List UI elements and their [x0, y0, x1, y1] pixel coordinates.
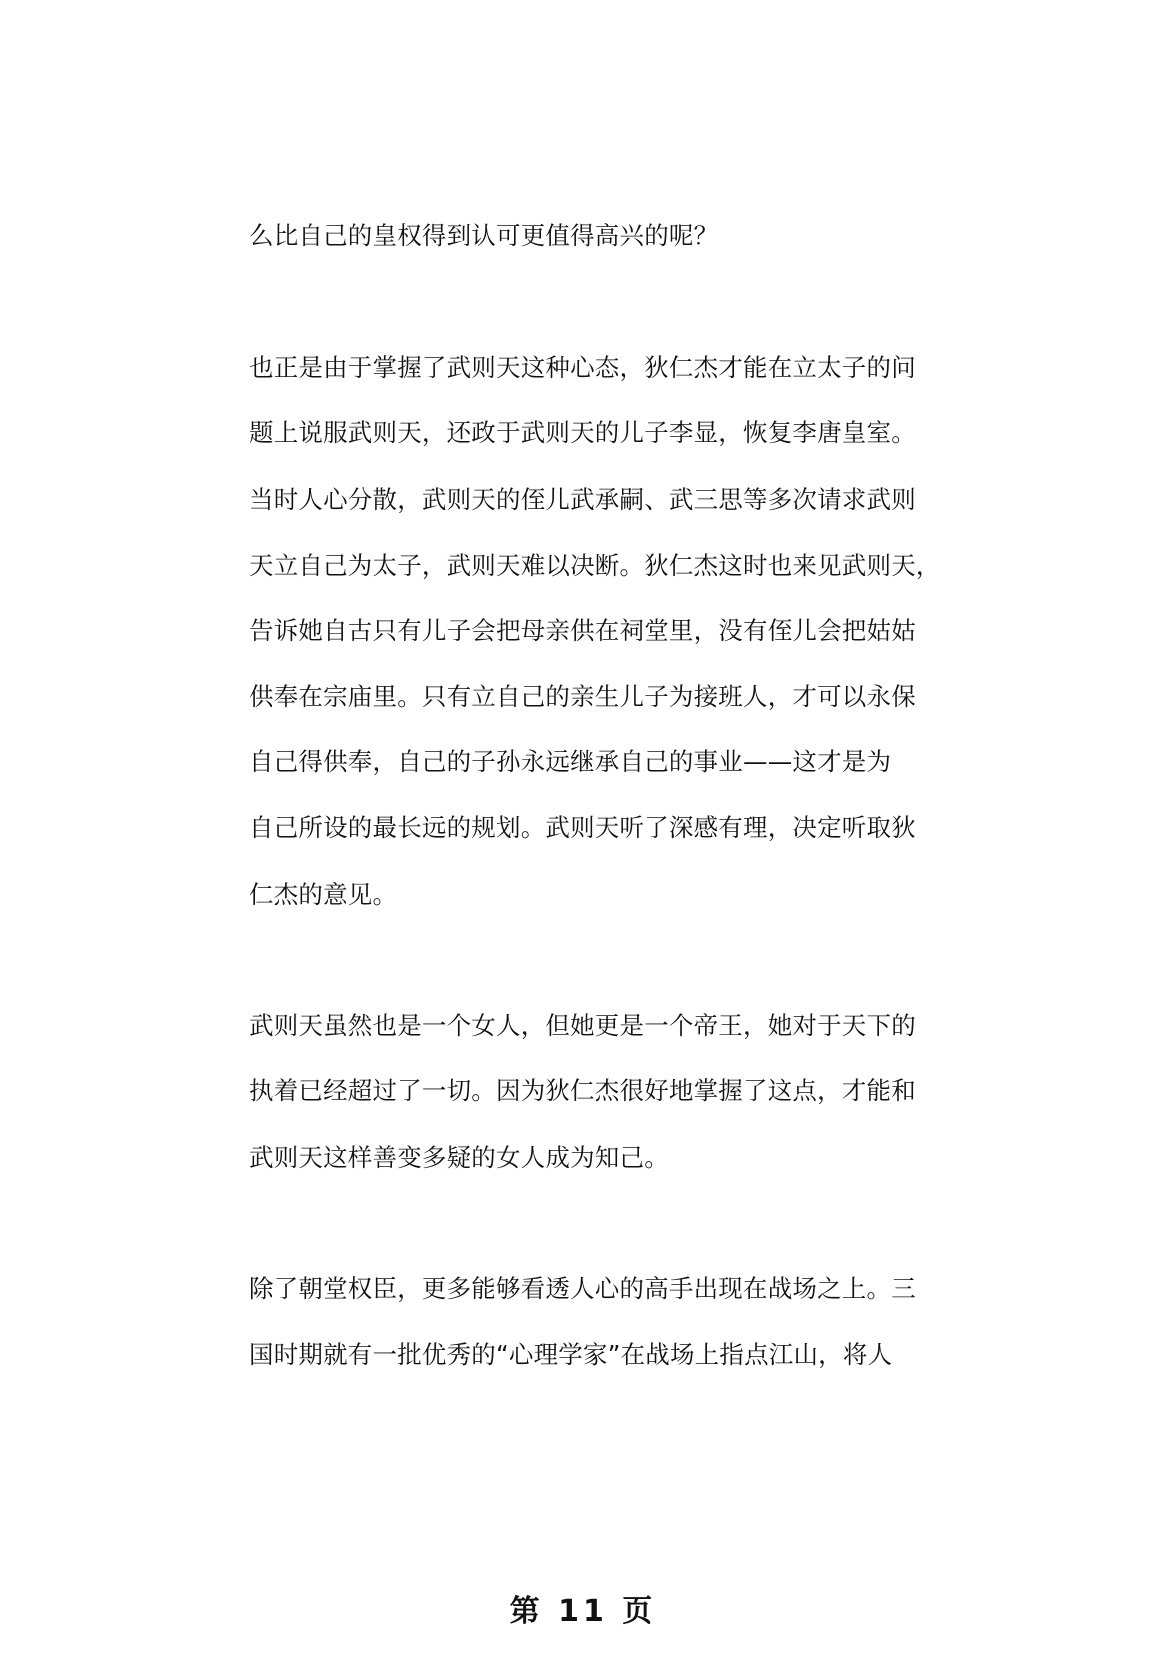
text-line: 也正是由于掌握了武则天这种心态，狄仁杰才能在立太子的问	[249, 353, 916, 382]
text-line: 自己所设的最长远的规划。武则天听了深感有理，决定听取狄	[249, 813, 916, 842]
text-line: 除了朝堂权臣，更多能够看透人心的高手出现在战场之上。三	[249, 1274, 916, 1303]
text-line: 武则天虽然也是一个女人，但她更是一个帝王，她对于天下的	[249, 1011, 916, 1040]
text-line: 告诉她自古只有儿子会把母亲供在祠堂里，没有侄儿会把姑姑	[249, 616, 916, 645]
text-line: 题上说服武则天，还政于武则天的儿子李显，恢复李唐皇室。	[249, 418, 916, 447]
page-number: 第 11 页	[509, 1594, 657, 1629]
text-line: 天立自己为太子，武则天难以决断。狄仁杰这时也来见武则天，	[249, 551, 941, 580]
text-line: 当时人心分散，武则天的侄儿武承嗣、武三思等多次请求武则	[249, 485, 916, 514]
text-line: 武则天这样善变多疑的女人成为知己。	[249, 1143, 669, 1172]
text-line: 自己得供奉，自己的子孙永远继承自己的事业——这才是为	[249, 747, 892, 776]
text-line: 供奉在宗庙里。只有立自己的亲生儿子为接班人，才可以永保	[249, 682, 916, 711]
text-line: 国时期就有一批优秀的“心理学家”在战场上指点江山，将人	[249, 1340, 893, 1369]
text-line: 执着已经超过了一切。因为狄仁杰很好地掌握了这点，才能和	[249, 1076, 916, 1105]
text-line: 仁杰的意见。	[249, 880, 398, 909]
text-line: 么比自己的皇权得到认可更值得高兴的呢？	[249, 221, 719, 250]
